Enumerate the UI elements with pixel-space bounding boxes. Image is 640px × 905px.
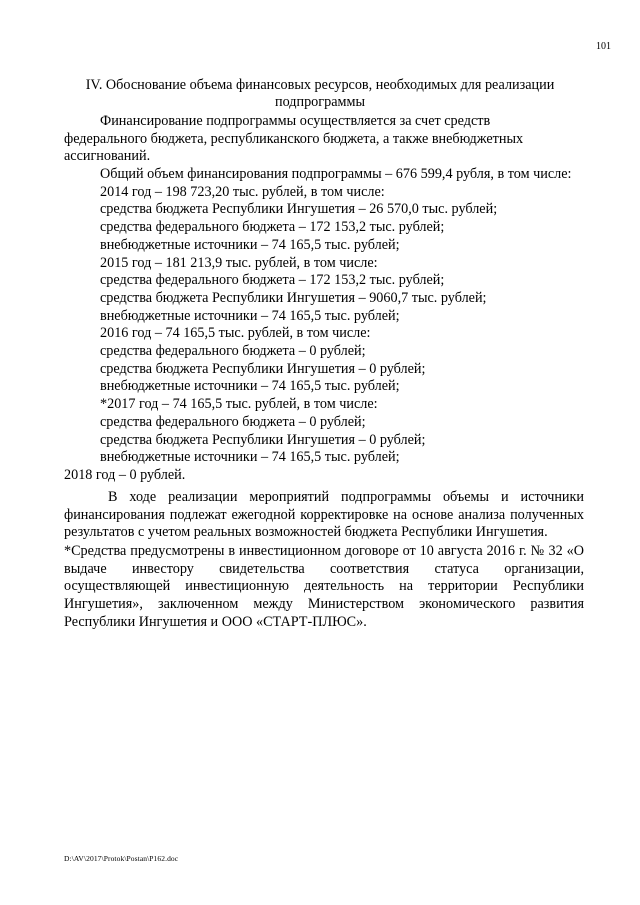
heading-line-2: подпрограммы — [275, 94, 365, 110]
funding-line: средства бюджета Республики Ингушетия – 0 рублей; — [100, 360, 426, 377]
funding-line: средства бюджета Республики Ингушетия – 0 рублей; — [100, 431, 426, 448]
funding-line: внебюджетные источники – 74 165,5 тыс. рублей; — [100, 236, 400, 253]
funding-line: внебюджетные источники – 74 165,5 тыс. рублей; — [100, 449, 400, 466]
funding-line: Общий объем финансирования подпрограммы – 676 599,4 рубля, в том числе: — [100, 166, 572, 182]
page-number: 101 — [596, 41, 611, 52]
funding-line: 2015 год – 181 213,9 тыс. рублей, в том числе: — [100, 254, 378, 271]
funding-line: средства федерального бюджета – 172 153,2 тыс. рублей; — [100, 272, 445, 289]
funding-line: средства бюджета Республики Ингушетия – 9060,7 тыс. рублей; — [100, 289, 487, 306]
funding-line: 2014 год – 198 723,20 тыс. рублей, в том числе: — [100, 183, 385, 200]
funding-line-2018: 2018 год – 0 рублей. — [64, 466, 186, 483]
file-path-footer: D:\AV\2017\Protok\Postan\P162.doc — [64, 854, 179, 863]
adjustment-paragraph — [64, 489, 584, 542]
funding-line: 2016 год – 74 165,5 тыс. рублей, в том числе: — [100, 325, 371, 342]
funding-line: внебюджетные источники – 74 165,5 тыс. рублей; — [100, 378, 400, 395]
intro-line-1: Финансирование подпрограммы осуществляется за счет средств — [100, 113, 491, 129]
funding-line: средства федерального бюджета – 0 рублей; — [100, 413, 366, 430]
investment-note — [64, 543, 584, 632]
investment-note-text: *Средства предусмотрены в инвестиционном договоре от 10 августа 2016 г. № 32 «О выдаче инвестору свидетельства соответствия статуса организации, осуществляющей инвестиционную деятельность на территории Республики Ингушетия», заключенном между Министерством экономического развития Республики Ингушетия и ООО «СТАРТ-ПЛЮС». — [64, 543, 584, 630]
section-heading — [70, 77, 570, 111]
intro-line-3: ассигнований. — [64, 148, 151, 165]
funding-line: *2017 год – 74 165,5 тыс. рублей, в том числе: — [100, 396, 378, 413]
intro-line-2: федерального бюджета, республиканского бюджета, а также внебюджетных — [64, 130, 524, 147]
funding-line: средства федерального бюджета – 172 153,2 тыс. рублей; — [100, 219, 445, 236]
funding-line: внебюджетные источники – 74 165,5 тыс. рублей; — [100, 307, 400, 324]
funding-line: средства бюджета Республики Ингушетия – 26 570,0 тыс. рублей; — [100, 201, 498, 218]
funding-breakdown — [64, 166, 584, 485]
funding-line: средства федерального бюджета – 0 рублей; — [100, 343, 366, 360]
intro-paragraph — [64, 113, 584, 166]
adjustment-text: В ходе реализации мероприятий подпрограммы объемы и источники финансирования подлежат ежегодной корректировке на основе анализа полученных результатов с учетом реальных возможностей бюджета Республики Ингушетия. — [64, 489, 584, 541]
heading-line-1: IV. Обоснование объема финансовых ресурсов, необходимых для реализации — [85, 77, 555, 93]
